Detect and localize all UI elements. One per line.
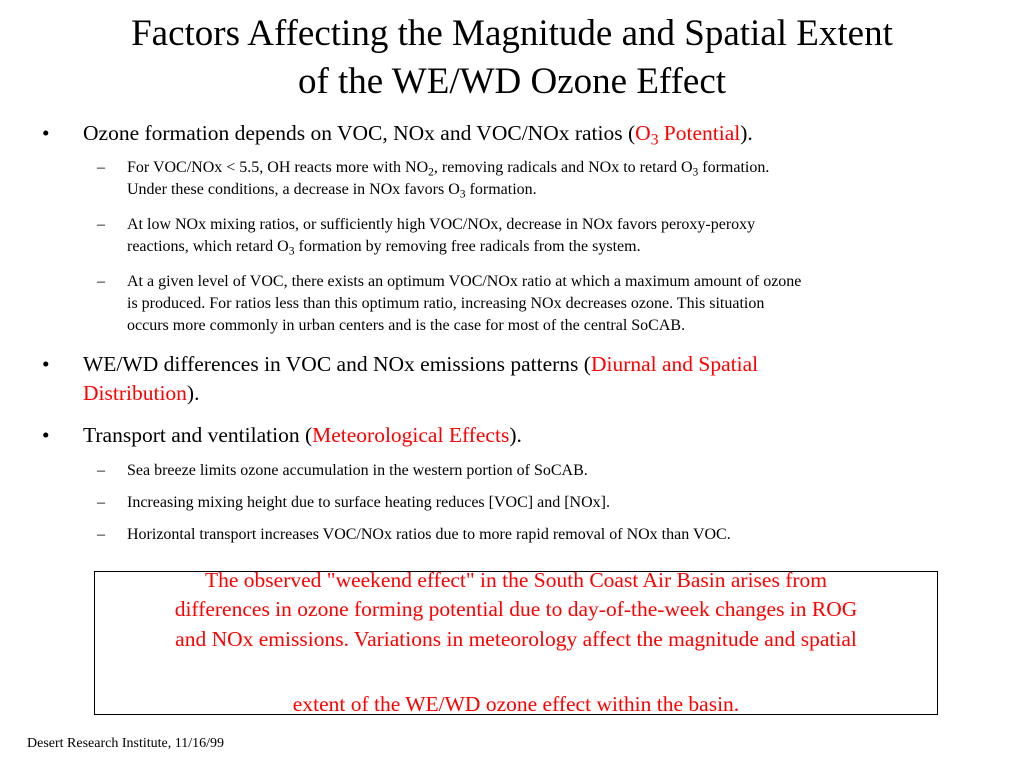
sub-bullet-text: Horizontal transport increases VOC/NOx ratios due to more rapid removal of NOx than VOC.	[127, 526, 731, 543]
conclusion-line-2: differences in ozone forming potential due to day-of-the-week changes in ROG	[174, 597, 858, 621]
footer-text: Desert Research Institute, 11/16/99	[27, 736, 224, 751]
bullet-dot: •	[42, 121, 50, 145]
bullet-text: Ozone formation depends on VOC, NOx and VOC/NOx ratios ($O_3$ Potential).	[83, 121, 753, 149]
sub-bullet-dash: –	[97, 216, 105, 233]
sub-bullet-dash: –	[97, 159, 105, 176]
conclusion-line-3: and NOx emissions. Variations in meteorology affect the magnitude and spatial	[175, 627, 857, 651]
sub-bullet-text: Increasing mixing height due to surface heating reduces [VOC] and [NOx].	[127, 494, 610, 511]
slide-title-line-2: of the WE/WD Ozone Effect	[297, 61, 727, 102]
sub-bullet-dash: –	[97, 273, 105, 290]
sub-bullet-text: For VOC/NOx < 5.5, OH reacts more with $NO_2$, removing radicals and NOx to retard $O_3$ formation. Under these conditions, a decrease in NOx favors $O_3$ formation.	[127, 159, 770, 201]
distribution-highlight: Distribution	[83, 381, 187, 405]
conclusion-line-4: extent of the WE/WD ozone effect within the basin.	[292, 692, 740, 716]
slide-title	[0, 10, 1024, 106]
o3-potential-highlight: $O_3$ Potential	[635, 121, 741, 149]
bullet-dot: •	[42, 423, 50, 447]
sub-bullet-dash: –	[97, 526, 105, 543]
bullet-text: WE/WD differences in VOC and NOx emissions patterns (Diurnal and Spatial Distribution).	[83, 352, 759, 405]
diurnal-spatial-highlight: Diurnal and Spatial	[590, 352, 759, 376]
meteorological-effects-highlight: Meteorological Effects	[312, 423, 510, 447]
sub-bullet-text: Sea breeze limits ozone accumulation in the western portion of SoCAB.	[127, 462, 588, 479]
sub-bullet-text: At a given level of VOC, there exists an optimum VOC/NOx ratio at which a maximum amount of ozone is produced. For ratios less than this optimum ratio, increasing NOx decreases ozone. This situation occurs more commonly in urban centers and is the case for most of the central SoCAB.	[127, 273, 802, 334]
sub-bullet-dash: –	[97, 462, 105, 479]
conclusion-line-1: The observed "weekend effect" in the South Coast Air Basin arises from	[205, 568, 827, 592]
sub-bullet-dash: –	[97, 494, 105, 511]
bullet-dot: •	[42, 352, 50, 376]
bullet-text: Transport and ventilation (Meteorological Effects).	[83, 423, 522, 447]
slide-title-line-1: Factors Affecting the Magnitude and Spatial Extent	[131, 13, 893, 54]
sub-bullet-text: At low NOx mixing ratios, or sufficiently high VOC/NOx, decrease in NOx favors peroxy-peroxy reactions, which retard $O_3$ formation by removing free radicals from the system.	[127, 216, 756, 258]
conclusion-box	[94, 568, 938, 716]
